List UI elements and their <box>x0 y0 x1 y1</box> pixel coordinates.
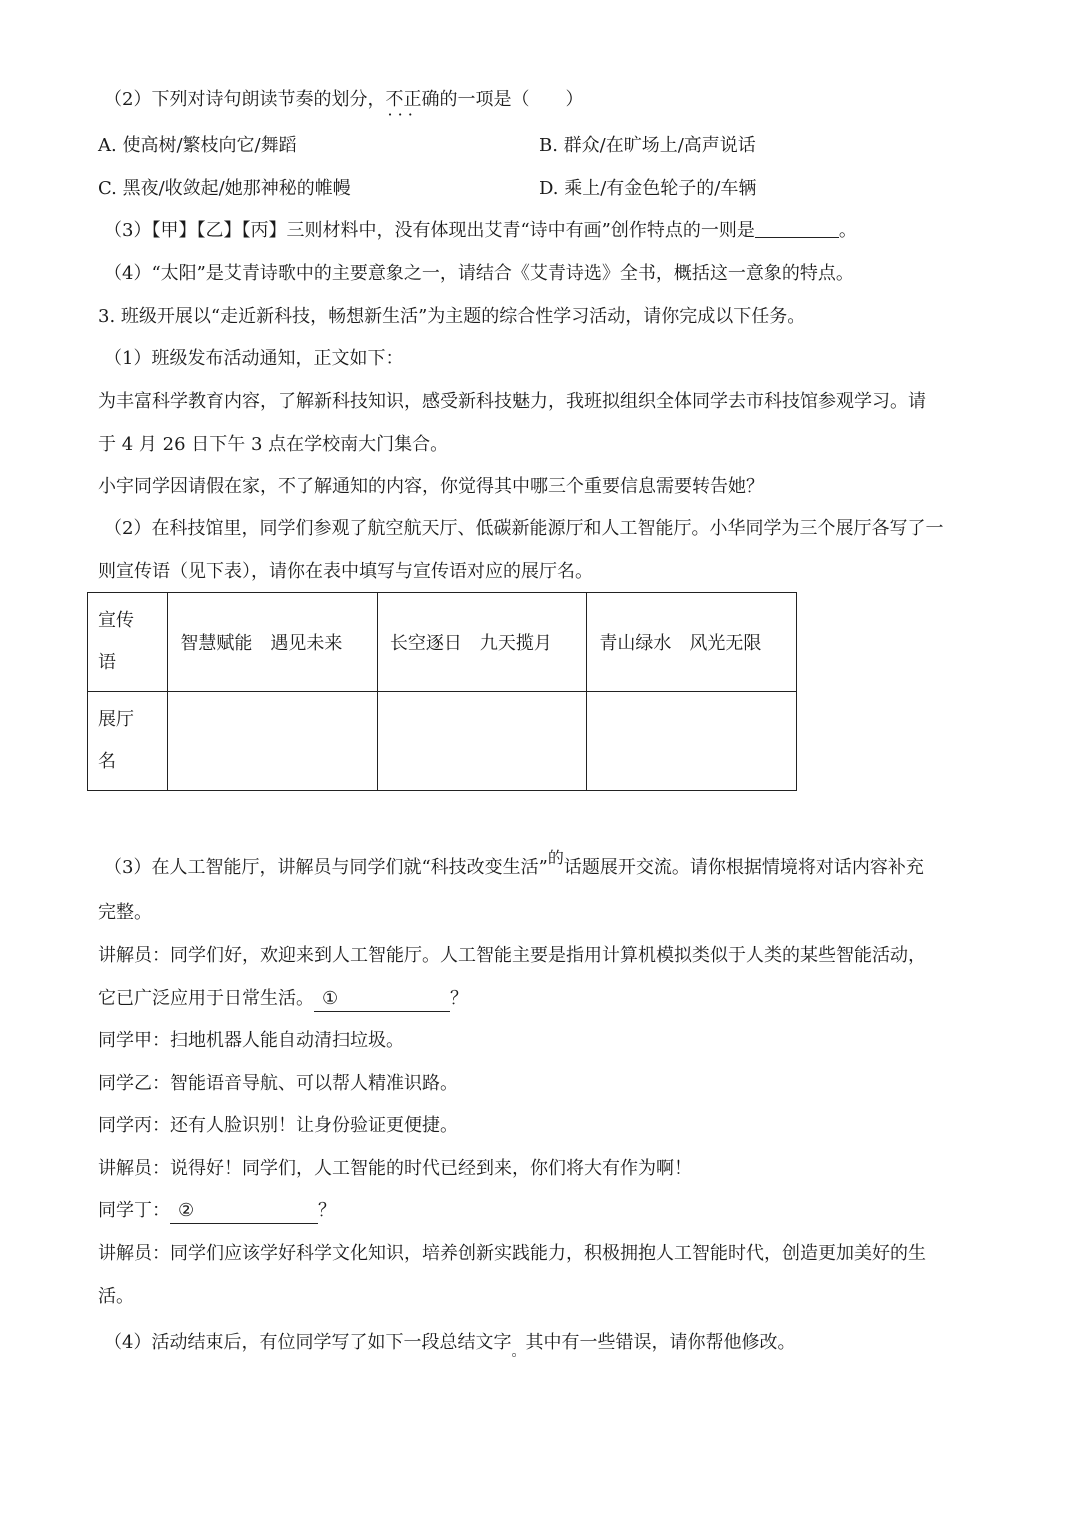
option-c: C. 黑夜/收敛起/她那神秘的帷幔 <box>98 178 351 199</box>
answer-blank-2[interactable] <box>170 1199 318 1224</box>
q3-3-text-pre: （3）在人工智能厅，讲解员与同学们就“科技改变生活” <box>104 857 548 878</box>
q3-title: 3. 班级开展以“走近新科技，畅想新生活”为主题的综合性学习活动，请你完成以下任务。 <box>98 306 806 327</box>
answer-blank-1[interactable] <box>314 987 450 1012</box>
dialog-guide-3-line-2: 活。 <box>98 1286 134 1307</box>
q2-2-stem-post: 的一项是（ ） <box>439 89 584 110</box>
dialog-guide-line-1: 讲解员：同学们好，欢迎来到人工智能厅。人工智能主要是指用计算机模拟类似于人类的某些智能活动， <box>98 945 926 966</box>
dialog-guide-text: 它已广泛应用于日常生活。 <box>98 988 314 1009</box>
q3-4-mark: 。 <box>511 1344 526 1360</box>
slogan-cell-2: 长空逐日 九天揽月 <box>377 593 587 692</box>
q2-3 <box>104 219 857 243</box>
q2-3-text: （3）【甲】【乙】【丙】三则材料中，没有体现出艾青“诗中有画”创作特点的一则是 <box>104 220 755 241</box>
q3-3-line-1 <box>104 848 924 880</box>
header-hall-a: 展厅 <box>98 709 134 730</box>
option-d: D. 乘上/有金色轮子的/车辆 <box>539 178 757 199</box>
dialog-guide-2: 讲解员：说得好！同学们，人工智能的时代已经到来，你们将大有作为啊！ <box>98 1158 692 1179</box>
option-b: B. 群众/在旷场上/高声说话 <box>539 135 756 156</box>
q3-4-text-pre: （4）活动结束后，有位同学写了如下一段总结文字 <box>104 1332 512 1353</box>
dialog-guide-line-2 <box>98 987 468 1012</box>
notice-line-1: 为丰富科学教育内容，了解新科技知识，感受新科技魅力，我班拟组织全体同学去市科技馆参观学习。请 <box>98 391 926 412</box>
header-slogan-b: 语 <box>98 652 116 673</box>
dialog-student-b: 同学乙：智能语音导航、可以帮人精准识路。 <box>98 1073 458 1094</box>
q2-2-stem-emphasis: 不正确 · · · <box>385 89 439 110</box>
q2-4: （4）“太阳”是艾青诗歌中的主要意象之一，请结合《艾青诗选》全书，概括这一意象的特点。 <box>104 263 854 284</box>
dialog-student-a: 同学甲：扫地机器人能自动清扫垃圾。 <box>98 1030 404 1051</box>
header-hall-b: 名 <box>98 751 116 772</box>
notice-line-2: 于 4 月 26 日下午 3 点在学校南大门集合。 <box>98 434 449 455</box>
slogan-cell-1: 智慧赋能 遇见未来 <box>168 593 378 692</box>
blank-marker-2: ② <box>178 1200 195 1221</box>
q3-2-line-2: 则宣传语（见下表），请你在表中填写与宣传语对应的展厅名。 <box>98 561 593 582</box>
dialog-student-d <box>98 1199 336 1224</box>
q2-2-stem <box>104 88 583 112</box>
table-row-slogans <box>88 593 797 692</box>
slogan-cell-3: 青山绿水 风光无限 <box>587 593 797 692</box>
blank-marker-1: ① <box>322 988 339 1009</box>
table-header-slogan <box>88 593 168 692</box>
table-row-hall-names <box>88 692 797 791</box>
q3-3-line-2: 完整。 <box>98 902 152 923</box>
hall-answer-cell-1[interactable] <box>168 692 378 791</box>
q2-2-stem-pre: （2）下列对诗句朗读节奏的划分， <box>104 89 386 110</box>
option-a: A. 使高树/繁枝向它/舞蹈 <box>98 135 297 156</box>
q3-2-line-1: （2）在科技馆里，同学们参观了航空航天厅、低碳新能源厅和人工智能厅。小华同学为三个展厅各写了一 <box>104 518 944 539</box>
q3-1-question: 小宇同学因请假在家，不了解通知的内容，你觉得其中哪三个重要信息需要转告她？ <box>98 476 764 497</box>
hall-answer-cell-3[interactable] <box>587 692 797 791</box>
q3-4 <box>104 1331 796 1360</box>
dialog-guide-end: ？ <box>450 988 468 1009</box>
dialog-guide-3-line-1: 讲解员：同学们应该学好科学文化知识，培养创新实践能力，积极拥抱人工智能时代，创造更加美好的生 <box>98 1243 926 1264</box>
answer-blank <box>755 219 839 238</box>
dialog-student-d-end: ？ <box>318 1200 336 1221</box>
exhibit-table <box>87 592 797 791</box>
dialog-student-d-text: 同学丁： <box>98 1200 170 1221</box>
q2-3-end: 。 <box>838 220 857 241</box>
q3-3-text-de: 的 <box>547 848 564 867</box>
q3-4-text-post: 其中有一些错误，请你帮他修改。 <box>525 1332 796 1353</box>
q3-1-label: （1）班级发布活动通知，正文如下： <box>104 348 404 369</box>
q3-3-text-post: 话题展开交流。请你根据情境将对话内容补充 <box>563 857 924 878</box>
dialog-student-c: 同学丙：还有人脸识别！让身份验证更便捷。 <box>98 1115 458 1136</box>
hall-answer-cell-2[interactable] <box>377 692 587 791</box>
table-header-hall <box>88 692 168 791</box>
header-slogan-a: 宣传 <box>98 610 134 631</box>
